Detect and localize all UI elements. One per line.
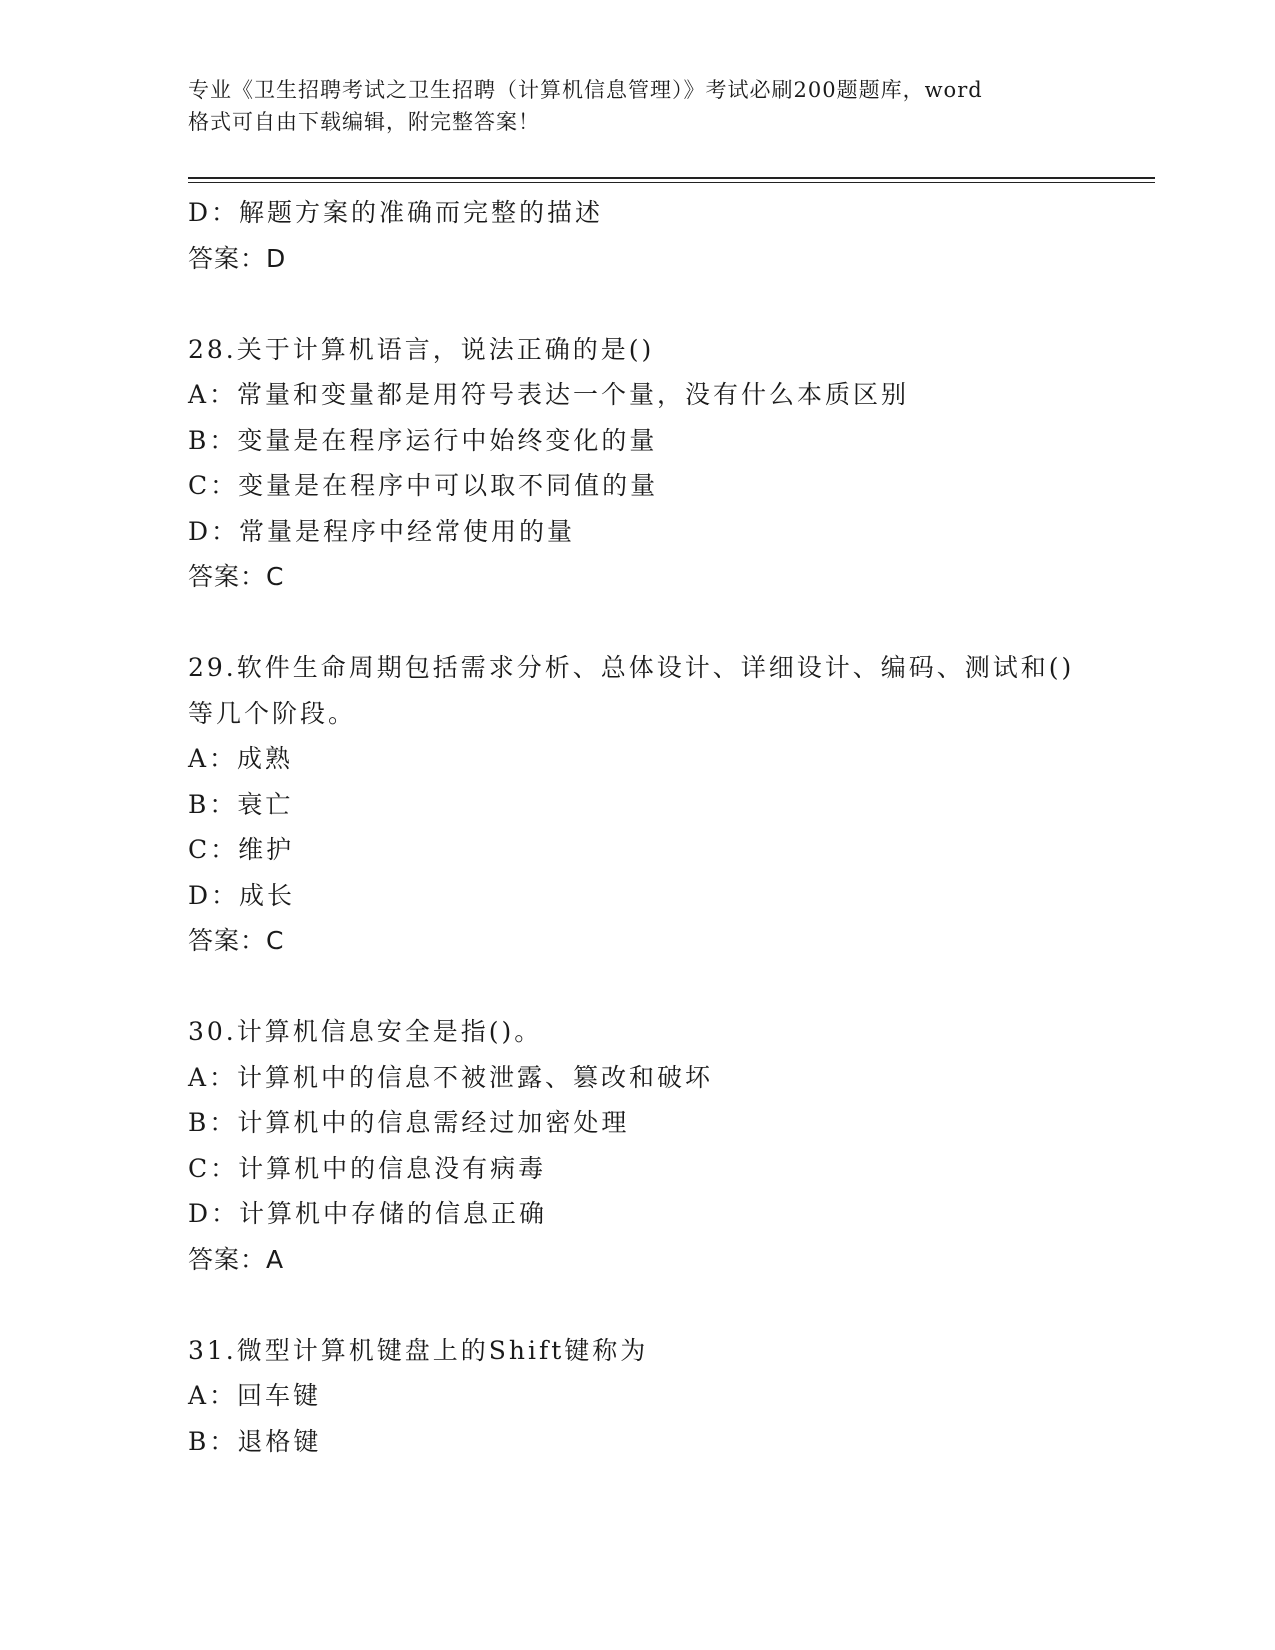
header-line-1: 专业《卫生招聘考试之卫生招聘（计算机信息管理）》考试必刷200题题库，word <box>188 78 983 102</box>
option-c: C：维护 <box>188 835 295 864</box>
option-b: B：衰亡 <box>188 789 294 819</box>
option-a: A：回车键 <box>188 1381 322 1410</box>
question-29 <box>188 645 1148 964</box>
question-31 <box>188 1328 1148 1465</box>
option-a: A：计算机中的信息不被泄露、篡改和破坏 <box>188 1062 714 1092</box>
option-d: D：常量是程序中经常使用的量 <box>188 516 576 546</box>
option-a: A：常量和变量都是用符号表达一个量，没有什么本质区别 <box>188 380 910 409</box>
option-d: D：计算机中存储的信息正确 <box>188 1199 548 1228</box>
header-line-2: 格式可自由下载编辑，附完整答案！ <box>188 110 540 134</box>
option-b: B：退格键 <box>188 1426 322 1456</box>
header-divider <box>188 177 1155 183</box>
option-d: D：成长 <box>188 880 296 910</box>
question-stem: 31.微型计算机键盘上的Shift键称为 <box>188 1335 649 1365</box>
answer-line: 答案：D <box>188 243 287 273</box>
answer-line: 答案：C <box>188 562 285 591</box>
option-a: A：成熟 <box>188 744 294 773</box>
option-d: D：解题方案的准确而完整的描述 <box>188 198 604 227</box>
question-28 <box>188 327 1148 600</box>
option-c: C：变量是在程序中可以取不同值的量 <box>188 471 659 500</box>
question-30 <box>188 1009 1148 1282</box>
question-stem: 30.计算机信息安全是指()。 <box>188 1017 543 1046</box>
option-b: B：计算机中的信息需经过加密处理 <box>188 1108 630 1137</box>
previous-question-tail <box>188 190 1148 281</box>
question-stem: 29.软件生命周期包括需求分析、总体设计、详细设计、编码、测试和()等几个阶段。 <box>188 653 1075 728</box>
option-c: C：计算机中的信息没有病毒 <box>188 1153 547 1183</box>
answer-line: 答案：A <box>188 1244 285 1274</box>
document-header <box>188 74 1088 138</box>
option-b: B：变量是在程序运行中始终变化的量 <box>188 425 658 455</box>
question-list <box>188 190 1148 1464</box>
answer-line: 答案：C <box>188 926 285 955</box>
question-stem: 28.关于计算机语言，说法正确的是() <box>188 334 655 364</box>
